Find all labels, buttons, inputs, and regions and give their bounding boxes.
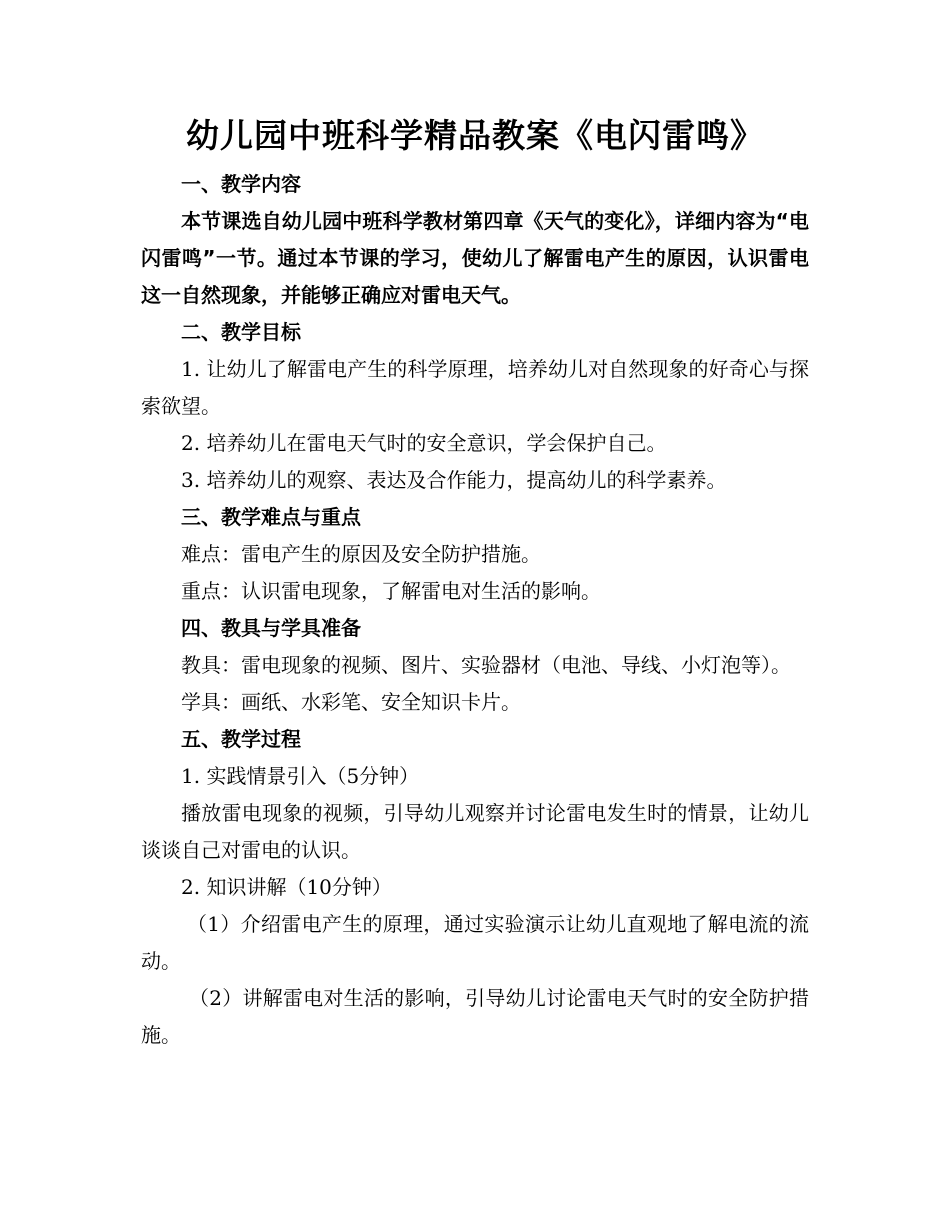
process-step-2-item-2: （2）讲解雷电对生活的影响，引导幼儿讨论雷电天气时的安全防护措施。 — [141, 986, 809, 1047]
objective-item-3: 3. 培养幼儿的观察、表达及合作能力，提高幼儿的科学素养。 — [181, 468, 727, 492]
content-paragraph: 本节课选自幼儿园中班科学教材第四章《天气的变化》，详细内容为“电闪雷鸣”一节。通过本节课的学习，使幼儿了解雷电产生的原因，认识雷电这一自然现象，并能够正确应对雷电天气。 — [141, 209, 809, 307]
process-step-1-paragraph: 播放雷电现象的视频，引导幼儿观察并讨论雷电发生时的情景，让幼儿谈谈自己对雷电的认识。 — [141, 801, 809, 862]
objective-item-2: 2. 培养幼儿在雷电天气时的安全意识，学会保护自己。 — [181, 431, 667, 455]
document-title: 幼儿园中班科学精品教案《电闪雷鸣》 — [186, 116, 764, 155]
section-heading-objectives: 二、教学目标 — [181, 320, 301, 344]
teaching-aids-paragraph: 教具：雷电现象的视频、图片、实验器材（电池、导线、小灯泡等）。 — [181, 653, 791, 677]
learning-aids-paragraph: 学具：画纸、水彩笔、安全知识卡片。 — [181, 690, 521, 714]
section-heading-content: 一、教学内容 — [181, 172, 301, 196]
objective-item-1: 1. 让幼儿了解雷电产生的科学原理，培养幼儿对自然现象的好奇心与探索欲望。 — [141, 357, 809, 418]
process-step-2-heading: 2. 知识讲解（10分钟） — [181, 875, 392, 899]
section-heading-key-points: 三、教学难点与重点 — [181, 505, 361, 529]
section-heading-process: 五、教学过程 — [181, 727, 301, 751]
process-step-2-item-1: （1）介绍雷电产生的原理，通过实验演示让幼儿直观地了解电流的流动。 — [141, 912, 809, 973]
process-step-1-heading: 1. 实践情景引入（5分钟） — [181, 764, 420, 788]
difficulty-paragraph: 难点：雷电产生的原因及安全防护措施。 — [181, 542, 541, 566]
section-heading-materials: 四、教具与学具准备 — [181, 616, 361, 640]
document-body — [141, 166, 809, 1054]
focus-paragraph: 重点：认识雷电现象，了解雷电对生活的影响。 — [181, 579, 601, 603]
